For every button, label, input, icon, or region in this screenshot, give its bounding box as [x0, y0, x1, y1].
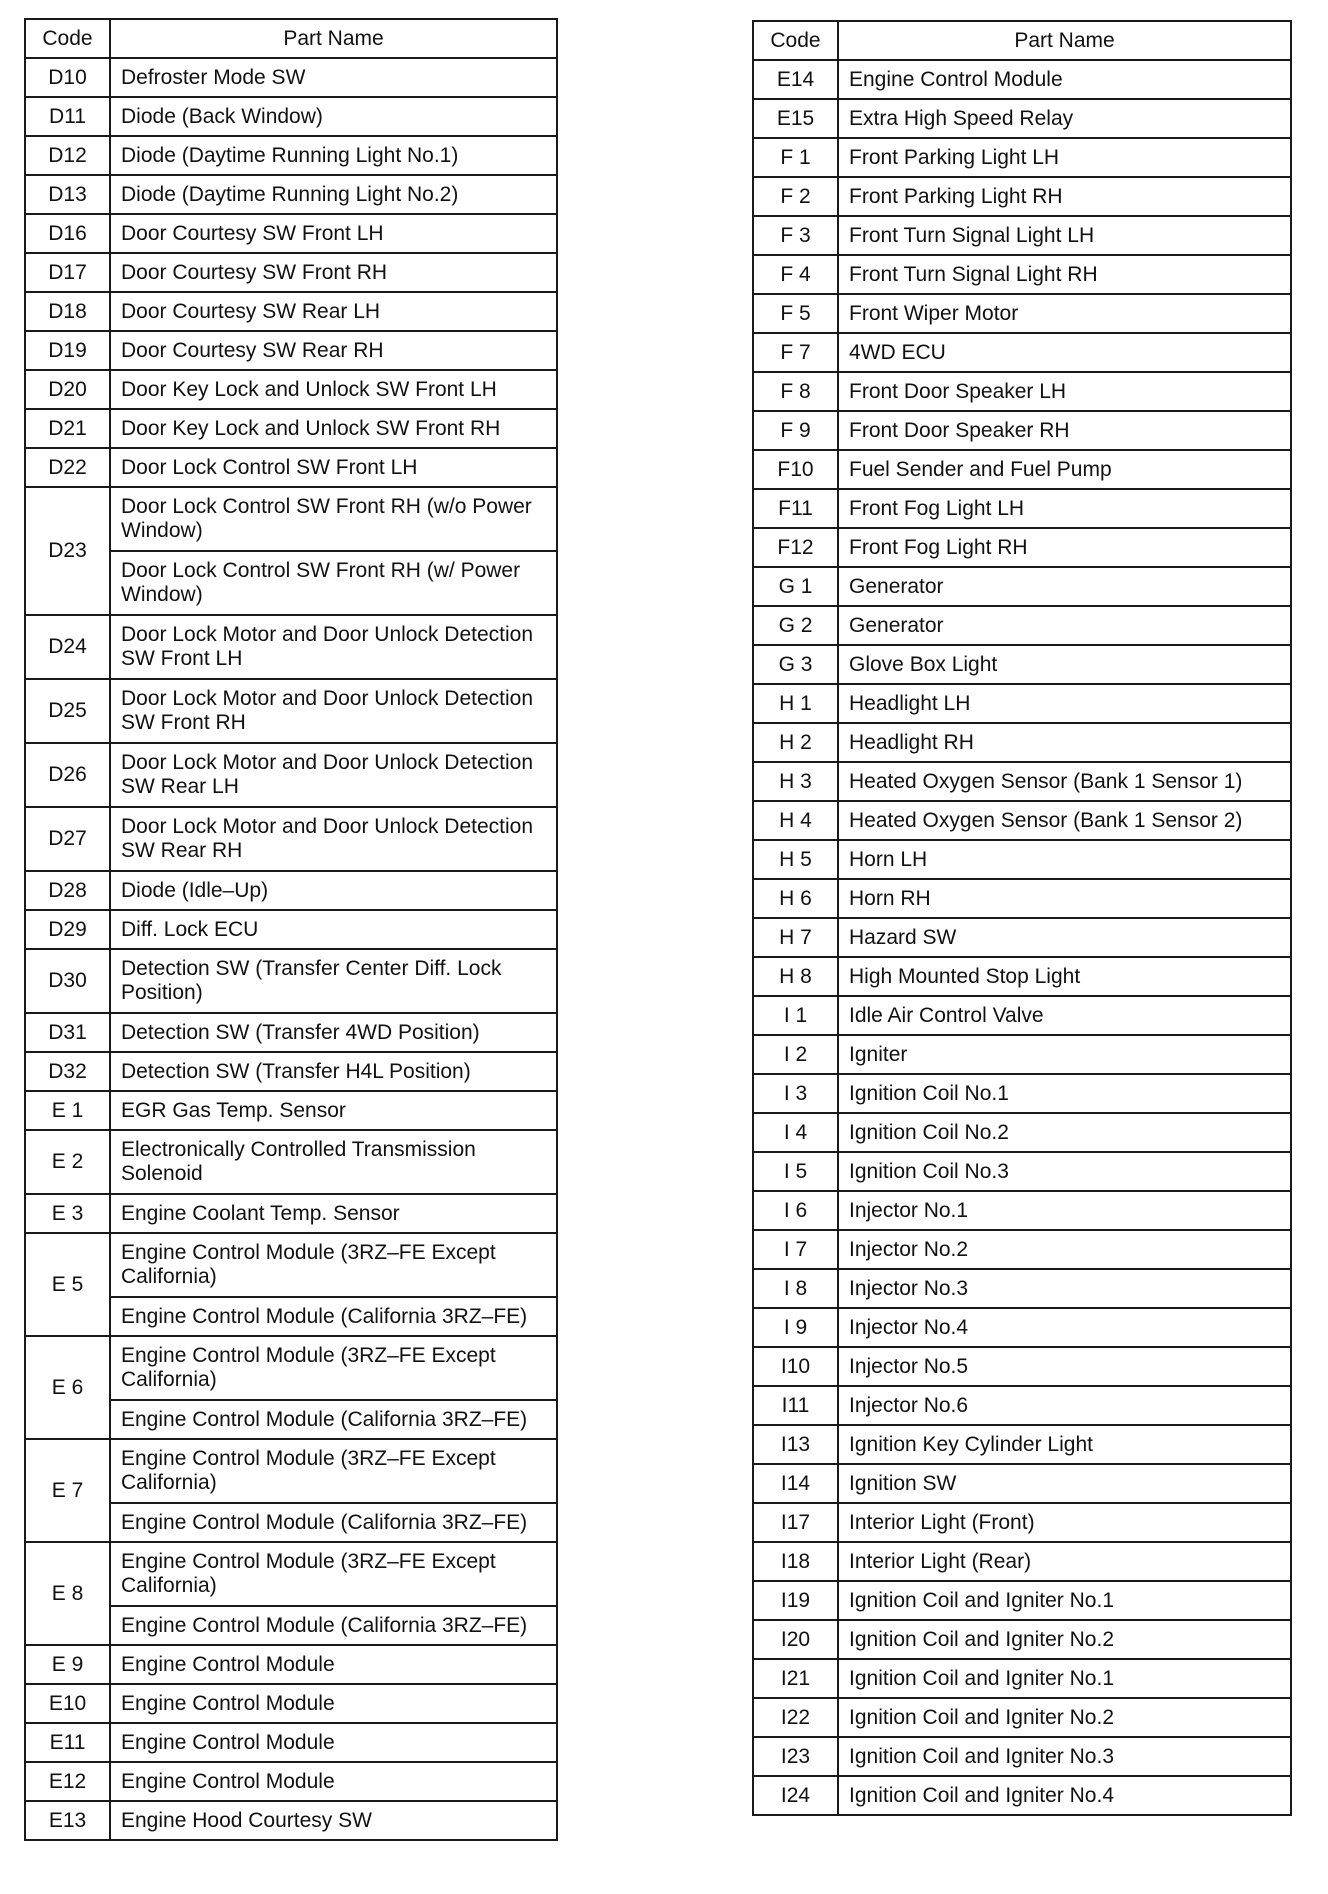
part-name-cell: Front Fog Light LH [838, 489, 1291, 528]
part-name-cell: Front Wiper Motor [838, 294, 1291, 333]
part-name-cell: Ignition Key Cylinder Light [838, 1425, 1291, 1464]
part-name-cell: Horn LH [838, 840, 1291, 879]
table-row [753, 450, 1291, 489]
part-name-cell: Igniter [838, 1035, 1291, 1074]
table-row [753, 606, 1291, 645]
code-cell: I 3 [753, 1074, 838, 1113]
code-cell: D26 [25, 743, 110, 807]
table-row [753, 1425, 1291, 1464]
part-name-cell: Ignition Coil No.1 [838, 1074, 1291, 1113]
table-row [753, 1542, 1291, 1581]
code-cell: H 5 [753, 840, 838, 879]
table-header-row [753, 21, 1291, 60]
part-name-cell: Headlight RH [838, 723, 1291, 762]
part-name-cell: Horn RH [838, 879, 1291, 918]
table-row [753, 801, 1291, 840]
code-cell: E11 [25, 1723, 110, 1762]
part-name-cell: Engine Control Module (California 3RZ–FE) [110, 1400, 557, 1439]
table-row [25, 487, 557, 551]
table-row [25, 1233, 557, 1297]
table-row [753, 1269, 1291, 1308]
part-name-cell: Door Lock Motor and Door Unlock Detection SW Front RH [110, 679, 557, 743]
table-row [753, 1152, 1291, 1191]
part-name-cell: Engine Coolant Temp. Sensor [110, 1194, 557, 1233]
part-name-cell: Extra High Speed Relay [838, 99, 1291, 138]
table-row [753, 840, 1291, 879]
table-row [753, 996, 1291, 1035]
code-cell: D27 [25, 807, 110, 871]
part-name-cell: Diode (Daytime Running Light No.1) [110, 136, 557, 175]
code-cell: E 7 [25, 1439, 110, 1542]
code-cell: I13 [753, 1425, 838, 1464]
part-name-cell: Ignition Coil and Igniter No.1 [838, 1659, 1291, 1698]
part-name-cell: Diode (Back Window) [110, 97, 557, 136]
table-row [753, 138, 1291, 177]
code-cell: H 6 [753, 879, 838, 918]
code-cell: I 1 [753, 996, 838, 1035]
table-row [25, 743, 557, 807]
code-cell: D10 [25, 58, 110, 97]
table-row [25, 1130, 557, 1194]
part-name-cell: Door Courtesy SW Rear RH [110, 331, 557, 370]
part-name-cell: Ignition Coil and Igniter No.4 [838, 1776, 1291, 1815]
table-row [753, 723, 1291, 762]
code-cell: I21 [753, 1659, 838, 1698]
table-row [753, 372, 1291, 411]
code-cell: I 5 [753, 1152, 838, 1191]
table-row [25, 370, 557, 409]
table-row [25, 58, 557, 97]
code-cell: E14 [753, 60, 838, 99]
part-name-cell: Injector No.3 [838, 1269, 1291, 1308]
part-name-cell: Ignition Coil No.3 [838, 1152, 1291, 1191]
code-cell: D21 [25, 409, 110, 448]
code-cell: F 2 [753, 177, 838, 216]
table-row [753, 177, 1291, 216]
table-row [753, 1464, 1291, 1503]
table-row [753, 1659, 1291, 1698]
part-name-cell: Fuel Sender and Fuel Pump [838, 450, 1291, 489]
part-name-cell: Diode (Idle–Up) [110, 871, 557, 910]
right-parts-table [752, 20, 1292, 1816]
table-row [753, 762, 1291, 801]
part-name-cell: Detection SW (Transfer Center Diff. Lock Position) [110, 949, 557, 1013]
table-row [25, 1439, 557, 1503]
code-cell: I17 [753, 1503, 838, 1542]
left-parts-table [24, 18, 558, 1841]
code-cell: F 5 [753, 294, 838, 333]
table-row [25, 1013, 557, 1052]
table-row [25, 910, 557, 949]
code-cell: G 3 [753, 645, 838, 684]
part-name-cell: Door Key Lock and Unlock SW Front RH [110, 409, 557, 448]
part-name-cell: High Mounted Stop Light [838, 957, 1291, 996]
part-name-header: Part Name [838, 21, 1291, 60]
table-row [753, 1776, 1291, 1815]
part-name-cell: Injector No.1 [838, 1191, 1291, 1230]
table-row [25, 1645, 557, 1684]
part-name-cell: Injector No.2 [838, 1230, 1291, 1269]
table-row [753, 216, 1291, 255]
code-cell: D11 [25, 97, 110, 136]
table-row [753, 60, 1291, 99]
part-name-cell: Heated Oxygen Sensor (Bank 1 Sensor 2) [838, 801, 1291, 840]
table-row [25, 1542, 557, 1606]
part-name-cell: Generator [838, 567, 1291, 606]
table-row [25, 1684, 557, 1723]
table-row [25, 1194, 557, 1233]
table-row [753, 684, 1291, 723]
table-row [753, 1035, 1291, 1074]
part-name-cell: Front Door Speaker LH [838, 372, 1291, 411]
code-cell: D20 [25, 370, 110, 409]
code-cell: I24 [753, 1776, 838, 1815]
table-row [753, 1698, 1291, 1737]
code-cell: I 2 [753, 1035, 838, 1074]
code-cell: I23 [753, 1737, 838, 1776]
part-name-cell: Electronically Controlled Transmission Solenoid [110, 1130, 557, 1194]
code-cell: F 4 [753, 255, 838, 294]
part-name-cell: Heated Oxygen Sensor (Bank 1 Sensor 1) [838, 762, 1291, 801]
code-cell: I19 [753, 1581, 838, 1620]
part-name-cell: Front Fog Light RH [838, 528, 1291, 567]
part-name-cell: 4WD ECU [838, 333, 1291, 372]
part-name-cell: Glove Box Light [838, 645, 1291, 684]
code-cell: F 7 [753, 333, 838, 372]
part-name-cell: Ignition Coil No.2 [838, 1113, 1291, 1152]
part-name-cell: Engine Control Module (California 3RZ–FE) [110, 1606, 557, 1645]
code-cell: I18 [753, 1542, 838, 1581]
part-name-cell: Interior Light (Rear) [838, 1542, 1291, 1581]
table-row [753, 1308, 1291, 1347]
table-row [753, 294, 1291, 333]
part-name-header: Part Name [110, 19, 557, 58]
part-name-cell: Hazard SW [838, 918, 1291, 957]
code-cell: I22 [753, 1698, 838, 1737]
table-row [753, 645, 1291, 684]
part-name-cell: Engine Control Module [110, 1684, 557, 1723]
table-row [753, 918, 1291, 957]
code-cell: D12 [25, 136, 110, 175]
code-cell: D32 [25, 1052, 110, 1091]
code-cell: D29 [25, 910, 110, 949]
code-cell: H 7 [753, 918, 838, 957]
table-row [25, 1762, 557, 1801]
table-row [753, 255, 1291, 294]
table-row [753, 333, 1291, 372]
part-name-cell: Injector No.5 [838, 1347, 1291, 1386]
table-row [753, 1737, 1291, 1776]
code-cell: E13 [25, 1801, 110, 1840]
code-cell: E 9 [25, 1645, 110, 1684]
code-cell: E 6 [25, 1336, 110, 1439]
part-name-cell: Idle Air Control Valve [838, 996, 1291, 1035]
table-row [25, 331, 557, 370]
part-name-cell: Front Parking Light LH [838, 138, 1291, 177]
part-name-cell: Front Turn Signal Light LH [838, 216, 1291, 255]
code-cell: D31 [25, 1013, 110, 1052]
table-row [25, 1052, 557, 1091]
code-cell: F 8 [753, 372, 838, 411]
code-cell: I 9 [753, 1308, 838, 1347]
part-name-cell: Engine Control Module (3RZ–FE Except California) [110, 1439, 557, 1503]
table-row [25, 292, 557, 331]
code-cell: H 4 [753, 801, 838, 840]
code-cell: E15 [753, 99, 838, 138]
part-name-cell: Defroster Mode SW [110, 58, 557, 97]
table-header-row [25, 19, 557, 58]
code-cell: E 1 [25, 1091, 110, 1130]
table-row [753, 1230, 1291, 1269]
part-name-cell: Detection SW (Transfer H4L Position) [110, 1052, 557, 1091]
table-row [25, 807, 557, 871]
part-name-cell: Engine Control Module [110, 1762, 557, 1801]
part-name-cell: Ignition Coil and Igniter No.2 [838, 1620, 1291, 1659]
code-cell: E 2 [25, 1130, 110, 1194]
part-name-cell: Engine Control Module [110, 1645, 557, 1684]
part-name-cell: Door Lock Control SW Front RH (w/o Power Window) [110, 487, 557, 551]
table-row [753, 1386, 1291, 1425]
part-name-cell: Engine Hood Courtesy SW [110, 1801, 557, 1840]
code-header: Code [753, 21, 838, 60]
part-name-cell: Door Lock Motor and Door Unlock Detection SW Rear RH [110, 807, 557, 871]
code-cell: F 3 [753, 216, 838, 255]
table-row [25, 409, 557, 448]
code-cell: E 3 [25, 1194, 110, 1233]
part-name-cell: Injector No.6 [838, 1386, 1291, 1425]
code-cell: D25 [25, 679, 110, 743]
table-row [25, 175, 557, 214]
code-cell: F10 [753, 450, 838, 489]
part-name-cell: Headlight LH [838, 684, 1291, 723]
part-name-cell: Door Lock Control SW Front LH [110, 448, 557, 487]
code-cell: H 3 [753, 762, 838, 801]
part-name-cell: Diode (Daytime Running Light No.2) [110, 175, 557, 214]
part-name-cell: Ignition Coil and Igniter No.2 [838, 1698, 1291, 1737]
part-name-cell: Engine Control Module [838, 60, 1291, 99]
code-cell: D13 [25, 175, 110, 214]
part-name-cell: Engine Control Module (3RZ–FE Except California) [110, 1336, 557, 1400]
code-cell: E10 [25, 1684, 110, 1723]
part-name-cell: Engine Control Module [110, 1723, 557, 1762]
part-name-cell: Ignition Coil and Igniter No.1 [838, 1581, 1291, 1620]
part-name-cell: Door Courtesy SW Front LH [110, 214, 557, 253]
part-name-cell: Generator [838, 606, 1291, 645]
code-cell: E 8 [25, 1542, 110, 1645]
table-row [25, 1091, 557, 1130]
part-name-cell: Door Lock Control SW Front RH (w/ Power Window) [110, 551, 557, 615]
part-name-cell: Door Key Lock and Unlock SW Front LH [110, 370, 557, 409]
table-row [753, 1347, 1291, 1386]
part-name-cell: Detection SW (Transfer 4WD Position) [110, 1013, 557, 1052]
code-cell: F 9 [753, 411, 838, 450]
part-name-cell: Injector No.4 [838, 1308, 1291, 1347]
code-cell: I 8 [753, 1269, 838, 1308]
table-row [753, 528, 1291, 567]
table-row [25, 1801, 557, 1840]
part-name-cell: Ignition SW [838, 1464, 1291, 1503]
table-row [25, 871, 557, 910]
table-row [25, 949, 557, 1013]
table-row [753, 1113, 1291, 1152]
code-cell: I11 [753, 1386, 838, 1425]
table-row [753, 99, 1291, 138]
table-row [25, 1723, 557, 1762]
code-cell: F 1 [753, 138, 838, 177]
part-name-cell: Engine Control Module (California 3RZ–FE) [110, 1297, 557, 1336]
code-cell: I 7 [753, 1230, 838, 1269]
part-name-cell: Engine Control Module (3RZ–FE Except California) [110, 1542, 557, 1606]
code-cell: H 2 [753, 723, 838, 762]
table-row [753, 1191, 1291, 1230]
part-name-cell: Door Courtesy SW Front RH [110, 253, 557, 292]
code-cell: I 6 [753, 1191, 838, 1230]
part-name-cell: Engine Control Module (California 3RZ–FE) [110, 1503, 557, 1542]
table-row [25, 97, 557, 136]
table-row [753, 957, 1291, 996]
code-cell: E 5 [25, 1233, 110, 1336]
part-name-cell: Door Lock Motor and Door Unlock Detection SW Front LH [110, 615, 557, 679]
table-row [25, 615, 557, 679]
code-cell: G 2 [753, 606, 838, 645]
table-row [25, 136, 557, 175]
part-name-cell: Ignition Coil and Igniter No.3 [838, 1737, 1291, 1776]
table-row [753, 1503, 1291, 1542]
code-cell: D23 [25, 487, 110, 615]
code-cell: D30 [25, 949, 110, 1013]
code-cell: D19 [25, 331, 110, 370]
table-row [753, 567, 1291, 606]
part-name-cell: Front Parking Light RH [838, 177, 1291, 216]
table-row [25, 253, 557, 292]
part-name-cell: Front Turn Signal Light RH [838, 255, 1291, 294]
code-cell: I 4 [753, 1113, 838, 1152]
table-row [753, 1620, 1291, 1659]
code-cell: F11 [753, 489, 838, 528]
code-cell: D18 [25, 292, 110, 331]
part-name-cell: Door Lock Motor and Door Unlock Detection SW Rear LH [110, 743, 557, 807]
table-row [753, 1074, 1291, 1113]
code-cell: I14 [753, 1464, 838, 1503]
code-cell: D16 [25, 214, 110, 253]
code-cell: F12 [753, 528, 838, 567]
code-cell: G 1 [753, 567, 838, 606]
code-cell: D28 [25, 871, 110, 910]
code-cell: H 1 [753, 684, 838, 723]
table-row [753, 489, 1291, 528]
table-row [753, 411, 1291, 450]
part-name-cell: Diff. Lock ECU [110, 910, 557, 949]
part-name-cell: EGR Gas Temp. Sensor [110, 1091, 557, 1130]
part-name-cell: Engine Control Module (3RZ–FE Except California) [110, 1233, 557, 1297]
table-row [753, 1581, 1291, 1620]
code-cell: D22 [25, 448, 110, 487]
code-header: Code [25, 19, 110, 58]
table-row [25, 448, 557, 487]
table-row [753, 879, 1291, 918]
code-cell: E12 [25, 1762, 110, 1801]
part-name-cell: Front Door Speaker RH [838, 411, 1291, 450]
code-cell: D24 [25, 615, 110, 679]
part-name-cell: Interior Light (Front) [838, 1503, 1291, 1542]
code-cell: I10 [753, 1347, 838, 1386]
code-cell: H 8 [753, 957, 838, 996]
part-name-cell: Door Courtesy SW Rear LH [110, 292, 557, 331]
code-cell: D17 [25, 253, 110, 292]
code-cell: I20 [753, 1620, 838, 1659]
table-row [25, 1336, 557, 1400]
table-row [25, 679, 557, 743]
table-row [25, 214, 557, 253]
